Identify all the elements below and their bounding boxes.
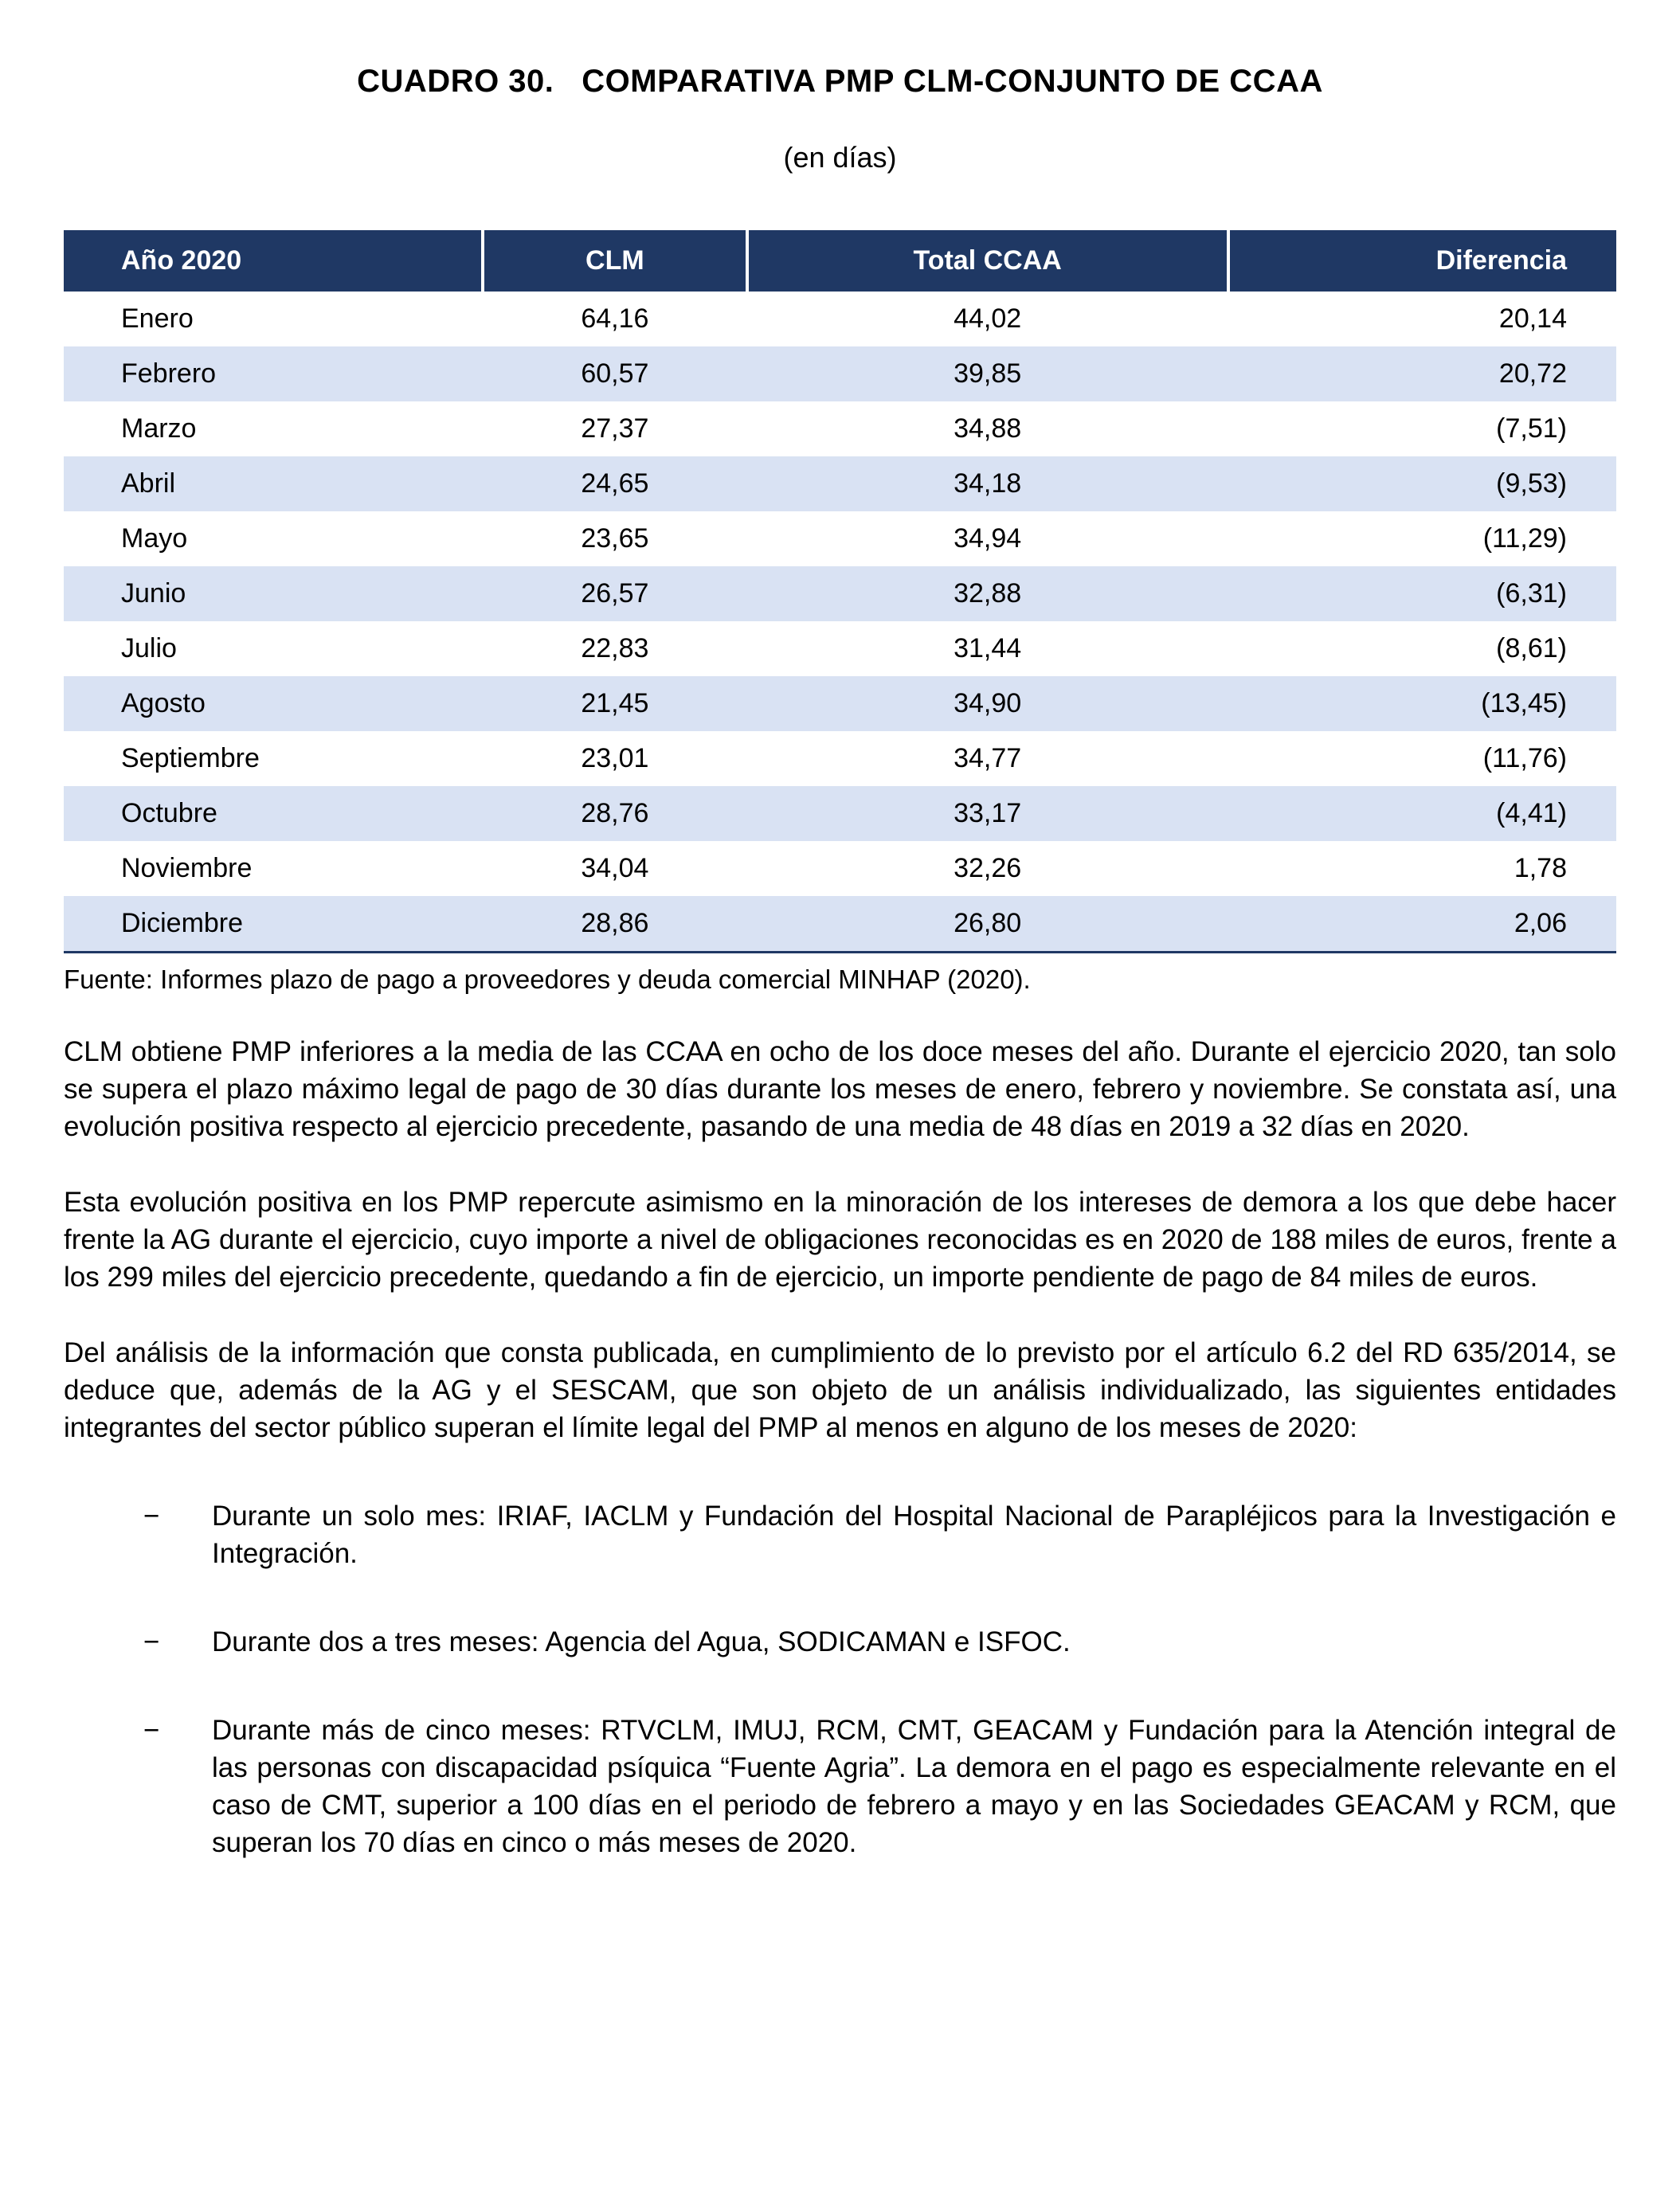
table-row <box>64 896 1616 953</box>
bullet-item-dos-tres-meses <box>143 1623 1616 1661</box>
cell-diferencia: 20,72 <box>1498 358 1567 389</box>
bullet-list <box>64 1497 1616 1861</box>
cell-diferencia: (6,31) <box>1496 578 1567 609</box>
cell-clm: 27,37 <box>581 413 649 444</box>
cell-total-ccaa: 31,44 <box>954 633 1022 663</box>
cell-clm: 22,83 <box>581 633 649 663</box>
table-subtitle: (en días) <box>783 141 897 174</box>
cell-diferencia: (11,76) <box>1482 743 1567 773</box>
cell-month: Julio <box>121 633 177 663</box>
table-row <box>64 346 1616 401</box>
cell-total-ccaa: 34,77 <box>954 743 1022 773</box>
cell-clm: 26,57 <box>581 578 649 609</box>
bullet-text: Durante más de cinco meses: RTVCLM, IMUJ, RCM, CMT, GEACAM y Fundación para la Atención integral de las personas con discapacidad psíquica “Fuente Agria”. La demora en el pago es especialmente relevante en el caso de CMT, superior a 100 días en el periodo de febrero a mayo y en las Sociedades GEACAM y RCM, que superan los 70 días en cinco o más meses de 2020. <box>212 1715 1616 1858</box>
cell-diferencia: (9,53) <box>1496 468 1567 499</box>
cell-month: Noviembre <box>121 853 253 883</box>
table-row <box>64 566 1616 621</box>
table-row <box>64 292 1616 346</box>
cell-clm: 60,57 <box>581 358 649 389</box>
table-header-row <box>64 230 1616 292</box>
bullet-text: Durante un solo mes: IRIAF, IACLM y Fundación del Hospital Nacional de Parapléjicos para la Investigación e Integración. <box>212 1501 1616 1569</box>
cell-month: Marzo <box>121 413 197 444</box>
cell-clm: 21,45 <box>581 688 649 718</box>
cell-diferencia: 20,14 <box>1498 303 1567 334</box>
cell-month: Diciembre <box>121 908 244 938</box>
cell-diferencia: 1,78 <box>1514 853 1567 883</box>
cell-month: Agosto <box>121 688 206 718</box>
bullet-item-un-solo-mes <box>143 1497 1616 1572</box>
cell-total-ccaa: 34,18 <box>954 468 1022 499</box>
bullet-dash: − <box>143 1626 160 1657</box>
cell-diferencia: 2,06 <box>1514 908 1567 938</box>
column-header-diferencia: Diferencia <box>1228 230 1616 292</box>
cell-total-ccaa: 34,94 <box>954 523 1022 554</box>
cell-clm: 24,65 <box>581 468 649 499</box>
bullet-dash: − <box>143 1715 160 1746</box>
bullet-text: Durante dos a tres meses: Agencia del Agua, SODICAMAN e ISFOC. <box>212 1626 1071 1657</box>
column-header-clm: CLM <box>483 230 746 292</box>
cell-clm: 28,86 <box>581 908 649 938</box>
cell-diferencia: (13,45) <box>1481 688 1567 718</box>
cell-clm: 34,04 <box>581 853 649 883</box>
cell-month: Junio <box>121 578 186 609</box>
cell-total-ccaa: 32,26 <box>954 853 1022 883</box>
cell-month: Mayo <box>121 523 188 554</box>
table-row <box>64 621 1616 676</box>
pmp-comparison-table <box>64 230 1616 953</box>
table-title: CUADRO 30. COMPARATIVA PMP CLM-CONJUNTO DE CCAA <box>357 64 1323 99</box>
cell-clm: 23,01 <box>581 743 649 773</box>
paragraph-analisis-publicada: Del análisis de la información que consta publicada, en cumplimiento de lo previsto por el artículo 6.2 del RD 635/2014, se deduce que, además de la AG y el SESCAM, que son objeto de un análisis individualizado, las siguientes entidades integrantes del sector público superan el límite legal del PMP al menos en alguno de los meses de 2020: <box>64 1337 1616 1443</box>
cell-month: Octubre <box>121 798 217 828</box>
column-header-total-ccaa: Total CCAA <box>747 230 1228 292</box>
cell-total-ccaa: 34,88 <box>954 413 1022 444</box>
cell-month: Enero <box>121 303 194 334</box>
paragraph-pmp-summary: CLM obtiene PMP inferiores a la media de las CCAA en ocho de los doce meses del año. Durante el ejercicio 2020, tan solo se supera el plazo máximo legal de pago de 30 días durante los meses de enero, febrero y noviembre. Se constata así, una evolución positiva respecto al ejercicio precedente, pasando de una media de 48 días en 2019 a 32 días en 2020. <box>64 1036 1616 1142</box>
cell-clm: 23,65 <box>581 523 649 554</box>
cell-clm: 64,16 <box>581 303 649 334</box>
bullet-dash: − <box>143 1501 160 1532</box>
table-body <box>64 292 1616 953</box>
table-row <box>64 511 1616 566</box>
table-row <box>64 401 1616 456</box>
table-row <box>64 676 1616 731</box>
cell-total-ccaa: 33,17 <box>954 798 1022 828</box>
cell-clm: 28,76 <box>581 798 649 828</box>
cell-total-ccaa: 44,02 <box>954 303 1022 334</box>
cell-total-ccaa: 26,80 <box>954 908 1022 938</box>
bullet-item-mas-cinco-meses <box>143 1712 1616 1861</box>
table-row <box>64 841 1616 896</box>
cell-month: Septiembre <box>121 743 260 773</box>
cell-month: Abril <box>121 468 176 499</box>
column-header-year: Año 2020 <box>64 230 483 292</box>
cell-month: Febrero <box>121 358 217 389</box>
table-row <box>64 456 1616 511</box>
cell-diferencia: (7,51) <box>1496 413 1567 444</box>
table-source: Fuente: Informes plazo de pago a proveedores y deuda comercial MINHAP (2020). <box>64 965 1031 994</box>
cell-diferencia: (8,61) <box>1496 633 1567 663</box>
cell-total-ccaa: 34,90 <box>954 688 1022 718</box>
cell-diferencia: (4,41) <box>1496 798 1567 828</box>
cell-total-ccaa: 39,85 <box>954 358 1022 389</box>
table-row <box>64 786 1616 841</box>
table-row <box>64 731 1616 786</box>
cell-diferencia: (11,29) <box>1482 523 1567 554</box>
paragraph-intereses-demora: Esta evolución positiva en los PMP repercute asimismo en la minoración de los intereses de demora a los que debe hacer frente la AG durante el ejercicio, cuyo importe a nivel de obligaciones reconocidas es en 2020 de 188 miles de euros, frente a los 299 miles del ejercicio precedente, quedando a fin de ejercicio, un importe pendiente de pago de 84 miles de euros. <box>64 1187 1616 1293</box>
cell-total-ccaa: 32,88 <box>954 578 1022 609</box>
